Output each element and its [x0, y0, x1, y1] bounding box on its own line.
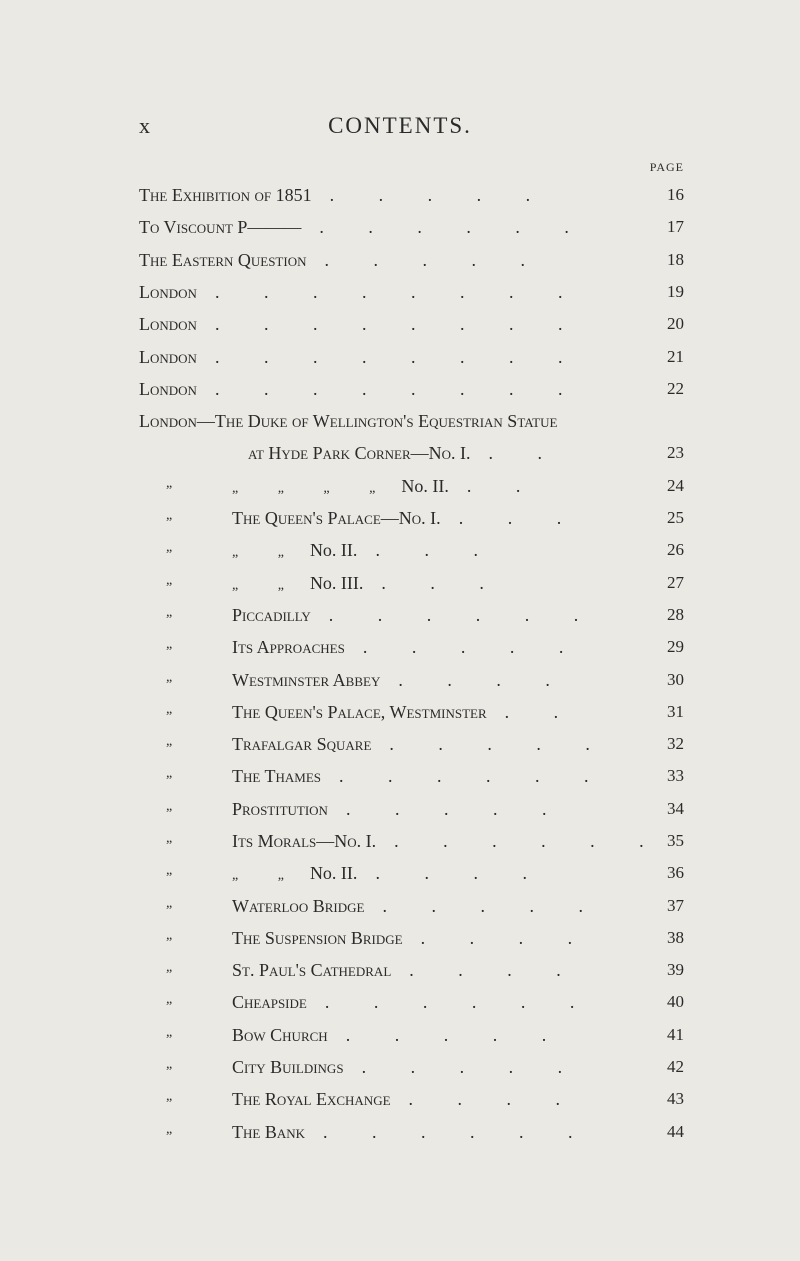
- ditto-mark: „: [166, 1057, 173, 1072]
- toc-leader-dots: . . . . . .: [328, 605, 599, 625]
- ditto-mark: „: [166, 863, 173, 878]
- toc-entry-title-text: The Thames: [232, 766, 322, 786]
- toc-entry-title: [232, 960, 581, 981]
- toc-entry-title-text: London: [139, 314, 197, 334]
- toc-entry: [0, 928, 800, 958]
- toc-page-number: 24: [667, 476, 684, 495]
- toc-entry-title: [232, 799, 566, 820]
- toc-entry: [0, 250, 800, 280]
- ditto-mark: „: [166, 1122, 173, 1137]
- toc-entry: [0, 540, 800, 570]
- toc-entry-title-text: The Bank: [232, 1122, 305, 1142]
- toc-entry-title: [232, 476, 540, 497]
- toc-entry: [0, 508, 800, 538]
- toc-leader-dots: . .: [504, 702, 579, 722]
- toc-entry: [0, 185, 800, 215]
- toc-entry-title: [232, 863, 547, 884]
- toc-entry-title: [232, 992, 594, 1013]
- toc-leader-dots: . . . .: [408, 1089, 581, 1109]
- ditto-mark: „: [166, 734, 173, 749]
- toc-leader-dots: . . . . . . . .: [214, 347, 583, 367]
- toc-entry-title: [139, 282, 582, 303]
- toc-entry: [0, 1025, 800, 1055]
- toc-page-number: 23: [667, 443, 684, 462]
- ditto-mark: „: [166, 1025, 173, 1040]
- toc-entry: [0, 282, 800, 312]
- toc-entry-title: [139, 314, 582, 335]
- toc-leader-dots: . . .: [381, 573, 504, 593]
- toc-entry: [0, 314, 800, 344]
- toc-entry: [0, 1057, 800, 1087]
- ditto-mark: „: [166, 573, 173, 588]
- toc-entry-title-text: Bow Church: [232, 1025, 328, 1045]
- toc-entry-number: No. II.: [309, 863, 358, 883]
- toc-entry: [0, 347, 800, 377]
- toc-entry-title: [139, 379, 582, 400]
- ditto-mark: „: [166, 766, 173, 781]
- toc-entry-title: [232, 540, 498, 561]
- toc-entry: [0, 960, 800, 990]
- toc-page-number: 36: [667, 863, 684, 882]
- ditto-mark: „: [166, 702, 173, 717]
- toc-page-number: 34: [667, 799, 684, 818]
- toc-entry-title-text: Westminster Abbey: [232, 670, 381, 690]
- toc-page-number: 41: [667, 1025, 684, 1044]
- toc-leader-dots: . . . . .: [362, 637, 584, 657]
- toc-page-number: 39: [667, 960, 684, 979]
- toc-entry-title-text: „ „ „ „: [232, 481, 394, 496]
- toc-entry-title-text: The Queen's Palace, Westminster: [232, 702, 487, 722]
- toc-entry-title-text: Its Morals—No. I.: [232, 831, 377, 851]
- toc-leader-dots: . . . . .: [345, 1025, 567, 1045]
- toc-leader-dots: . . . . . . . .: [214, 282, 583, 302]
- toc-entry-title-text: The Exhibition of 1851: [139, 185, 312, 205]
- toc-page-number: 17: [667, 217, 684, 236]
- toc-leader-dots: . . .: [375, 540, 498, 560]
- toc-entry: [0, 379, 800, 409]
- ditto-mark: „: [166, 799, 173, 814]
- toc-entry-title-text: Piccadilly: [232, 605, 311, 625]
- toc-page-number: 32: [667, 734, 684, 753]
- toc-page-number: 28: [667, 605, 684, 624]
- toc-leader-dots: . .: [466, 476, 541, 496]
- toc-entry: [0, 1089, 800, 1119]
- toc-page-number: 42: [667, 1057, 684, 1076]
- toc-entry-title-text: Trafalgar Square: [232, 734, 372, 754]
- toc-entry-title: [232, 670, 570, 691]
- toc-entry-title: [139, 250, 545, 271]
- toc-leader-dots: . . . . .: [324, 250, 545, 270]
- toc-entry: [0, 411, 800, 441]
- toc-entry-title-text: Its Approaches: [232, 637, 345, 657]
- ditto-mark: „: [166, 896, 173, 911]
- toc-entry-title: [232, 637, 583, 658]
- toc-page-number: 38: [667, 928, 684, 947]
- toc-entry-title-text: at Hyde Park Corner—No. I.: [248, 443, 471, 463]
- ditto-mark: „: [166, 831, 173, 846]
- toc-entry-title: [139, 411, 557, 432]
- toc-page-number: 29: [667, 637, 684, 656]
- toc-entry: [0, 863, 800, 893]
- toc-entry: [0, 702, 800, 732]
- toc-leader-dots: . . . .: [398, 670, 570, 690]
- toc-entry: [0, 1122, 800, 1152]
- toc-entry: [0, 443, 800, 473]
- toc-leader-dots: . . . . .: [382, 896, 603, 916]
- toc-entry-title-text: „ „: [232, 868, 302, 883]
- ditto-mark: „: [166, 960, 173, 975]
- toc-leader-dots: . . .: [458, 508, 582, 528]
- toc-entry-title-text: „ „: [232, 578, 302, 593]
- toc-entry-title: [232, 573, 504, 594]
- toc-entry-title-text: London: [139, 347, 197, 367]
- toc-entry-title-text: Prostitution: [232, 799, 328, 819]
- toc-entry-title: [232, 928, 592, 949]
- toc-entry-title: [232, 734, 610, 755]
- running-title: CONTENTS.: [328, 113, 472, 138]
- ditto-mark: „: [166, 637, 173, 652]
- toc-entry: [0, 573, 800, 603]
- toc-entry: [0, 799, 800, 829]
- page-folio: x: [139, 113, 151, 138]
- toc-page-number: 25: [667, 508, 684, 527]
- toc-entry: [0, 896, 800, 926]
- toc-page-number: 37: [667, 896, 684, 915]
- toc-page-number: 22: [667, 379, 684, 398]
- toc-leader-dots: . . . . . . . .: [214, 314, 583, 334]
- toc-entry-title: [232, 1089, 580, 1110]
- toc-entry-title-text: The Royal Exchange: [232, 1089, 391, 1109]
- ditto-mark: „: [166, 508, 173, 523]
- ditto-mark: „: [166, 928, 173, 943]
- toc-leader-dots: . . . .: [420, 928, 593, 948]
- toc-page-number: 30: [667, 670, 684, 689]
- toc-leader-dots: . . . . . .: [394, 831, 664, 851]
- toc-entry: [0, 992, 800, 1022]
- toc-leader-dots: . . . . .: [329, 185, 551, 205]
- toc-entry-title: [232, 1122, 593, 1143]
- toc-entry: [0, 637, 800, 667]
- toc-leader-dots: . . . . . .: [319, 217, 589, 237]
- toc-leader-dots: . . . .: [375, 863, 547, 883]
- toc-entry-title: [232, 1025, 566, 1046]
- toc-entry-title-text: London: [139, 282, 197, 302]
- ditto-mark: „: [166, 476, 173, 491]
- toc-entry: [0, 476, 800, 506]
- toc-entry: [0, 605, 800, 635]
- toc-entry: [0, 217, 800, 247]
- toc-leader-dots: . .: [488, 443, 563, 463]
- toc-page-number: 26: [667, 540, 684, 559]
- page-column-heading: PAGE: [649, 160, 684, 174]
- toc-entry-title-text: Cheapside: [232, 992, 307, 1012]
- toc-entry-title-text: „ „: [232, 545, 302, 560]
- ditto-mark: „: [166, 992, 173, 1007]
- toc-entry-title-text: To Viscount P———: [139, 217, 302, 237]
- toc-leader-dots: . . . . .: [361, 1057, 583, 1077]
- toc-entry-title: [232, 1057, 582, 1078]
- toc-page-number: 19: [667, 282, 684, 301]
- toc-entry: [0, 831, 800, 861]
- toc-entry-number: No. III.: [309, 573, 364, 593]
- toc-leader-dots: . . . . .: [345, 799, 567, 819]
- ditto-mark: „: [166, 605, 173, 620]
- toc-page-number: 43: [667, 1089, 684, 1108]
- toc-page-number: 27: [667, 573, 684, 592]
- toc-entry: [0, 734, 800, 764]
- toc-leader-dots: . . . .: [409, 960, 581, 980]
- toc-entry-title: [232, 896, 603, 917]
- toc-page-number: 18: [667, 250, 684, 269]
- toc-leader-dots: . . . . . .: [324, 992, 595, 1012]
- toc-entry-title: [232, 605, 598, 626]
- toc-entry-title: [139, 217, 589, 238]
- page-header: [0, 113, 800, 143]
- ditto-mark: „: [166, 1089, 173, 1104]
- toc-entry-title: [232, 508, 581, 529]
- toc-page-number: 44: [667, 1122, 684, 1141]
- toc-entry: [0, 670, 800, 700]
- toc-entry-title-text: London—The Duke of Wellington's Equestrian Statue: [139, 411, 558, 431]
- toc-entry-title-text: St. Paul's Cathedral: [232, 960, 392, 980]
- toc-entry-title: [232, 766, 609, 787]
- toc-page-number: 40: [667, 992, 684, 1011]
- toc-entry-title-text: Waterloo Bridge: [232, 896, 365, 916]
- toc-entry-title: [139, 347, 582, 368]
- toc-entry-number: No. II.: [309, 540, 358, 560]
- toc-page-number: 21: [667, 347, 684, 366]
- toc-entry-title-text: The Suspension Bridge: [232, 928, 403, 948]
- toc-entry-title-text: City Buildings: [232, 1057, 344, 1077]
- toc-page-number: 16: [667, 185, 684, 204]
- toc-page-number: 35: [667, 831, 684, 850]
- toc-entry-title: [139, 185, 550, 206]
- toc-entry-title-text: The Queen's Palace—No. I.: [232, 508, 441, 528]
- toc-entry-title: [232, 831, 664, 852]
- toc-entry: [0, 766, 800, 796]
- toc-page-number: 31: [667, 702, 684, 721]
- ditto-mark: „: [166, 670, 173, 685]
- toc-leader-dots: . . . . .: [389, 734, 610, 754]
- toc-entry-title-text: London: [139, 379, 197, 399]
- ditto-mark: „: [166, 540, 173, 555]
- toc-entry-title-text: The Eastern Question: [139, 250, 307, 270]
- toc-page-number: 33: [667, 766, 684, 785]
- toc-leader-dots: . . . . . . . .: [214, 379, 583, 399]
- toc-entry-title: [248, 443, 562, 464]
- toc-page-number: 20: [667, 314, 684, 333]
- toc-leader-dots: . . . . . .: [323, 1122, 593, 1142]
- toc-entry-title: [232, 702, 578, 723]
- toc-entry-number: No. II.: [401, 476, 449, 496]
- toc-leader-dots: . . . . . .: [339, 766, 609, 786]
